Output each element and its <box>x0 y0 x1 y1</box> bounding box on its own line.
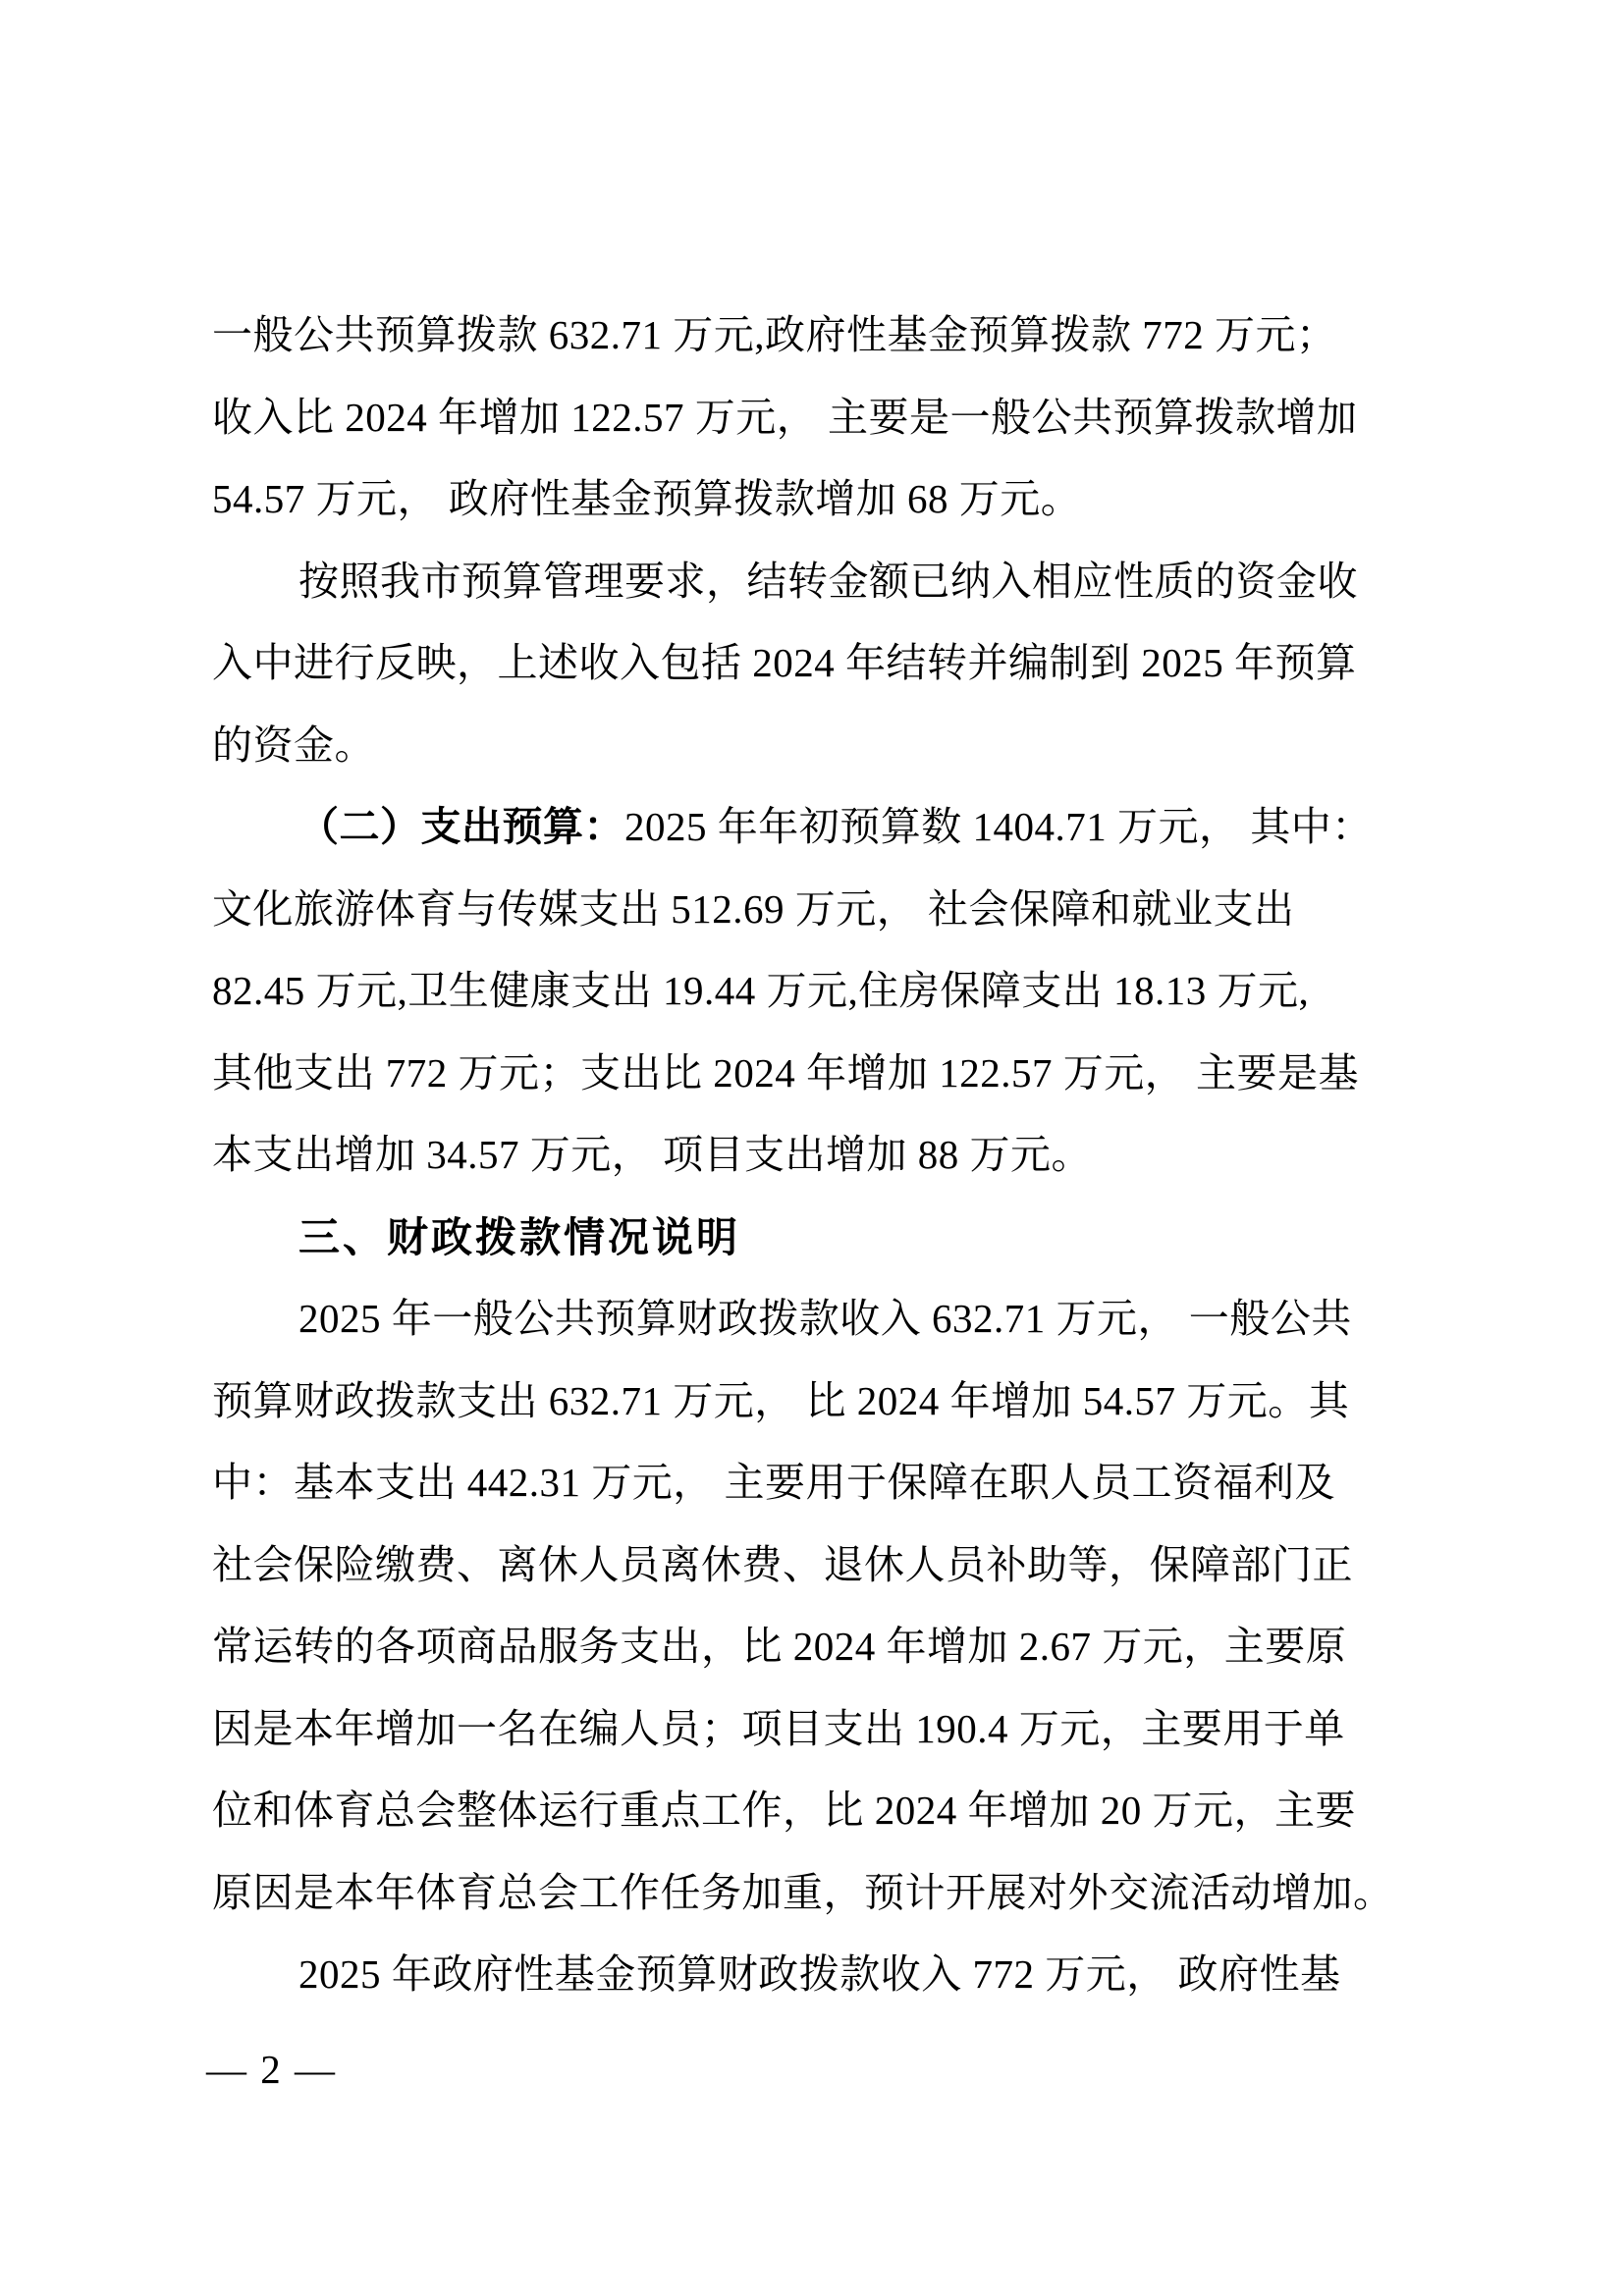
text-line <box>212 786 1416 869</box>
section-heading: 三、财政拨款情况说明 <box>298 1213 741 1260</box>
text-line: 收入比 2024 年增加 122.57 万元， 主要是一般公共预算拨款增加 <box>212 394 1358 440</box>
page-number: — 2 — <box>206 2047 337 2092</box>
text-line: 的资金。 <box>212 721 375 768</box>
text-line: 常运转的各项商品服务支出，比 2024 年增加 2.67 万元，主要原 <box>212 1624 1347 1669</box>
text-line: 54.57 万元， 政府性基金预算拨款增加 68 万元。 <box>212 476 1082 521</box>
text-line: 82.45 万元,卫生健康支出 19.44 万元,住房保障支出 18.13 万元, <box>212 968 1310 1013</box>
text-line: 按照我市预算管理要求，结转金额已纳入相应性质的资金收 <box>298 558 1358 604</box>
text-line: 位和体育总会整体运行重点工作，比 2024 年增加 20 万元，主要 <box>212 1788 1356 1833</box>
text-line: 原因是本年体育总会工作任务加重，预计开展对外交流活动增加。 <box>212 1869 1394 1915</box>
text-line: 其他支出 772 万元；支出比 2024 年增加 122.57 万元， 主要是基 <box>212 1049 1359 1095</box>
text-run: 2025 年年初预算数 1404.71 万元， 其中： <box>624 804 1373 849</box>
text-line: 因是本年增加一名在编人员；项目支出 190.4 万元，主要用于单 <box>212 1705 1345 1751</box>
text-line: 2025 年政府性基金预算财政拨款收入 772 万元， 政府性基 <box>298 1951 1341 1997</box>
text-line: 2025 年一般公共预算财政拨款收入 632.71 万元， 一般公共 <box>298 1296 1352 1341</box>
text-line: 预算财政拨款支出 632.71 万元， 比 2024 年增加 54.57 万元。其 <box>212 1377 1350 1423</box>
text-line: 一般公共预算拨款 632.71 万元,政府性基金预算拨款 772 万元； <box>212 312 1337 357</box>
text-line: 入中进行反映，上述收入包括 2024 年结转并编制到 2025 年预算 <box>212 640 1357 685</box>
subsection-label: （二）支出预算： <box>298 804 624 849</box>
text-line: 文化旅游体育与传媒支出 512.69 万元， 社会保障和就业支出 <box>212 885 1295 932</box>
document-body <box>212 294 1416 2016</box>
text-line: 社会保险缴费、离休人员离休费、退休人员补助等，保障部门正 <box>212 1541 1353 1587</box>
text-line: 本支出增加 34.57 万元， 项目支出增加 88 万元。 <box>212 1132 1092 1177</box>
text-line: 中：基本支出 442.31 万元， 主要用于保障在职人员工资福利及 <box>212 1460 1335 1505</box>
